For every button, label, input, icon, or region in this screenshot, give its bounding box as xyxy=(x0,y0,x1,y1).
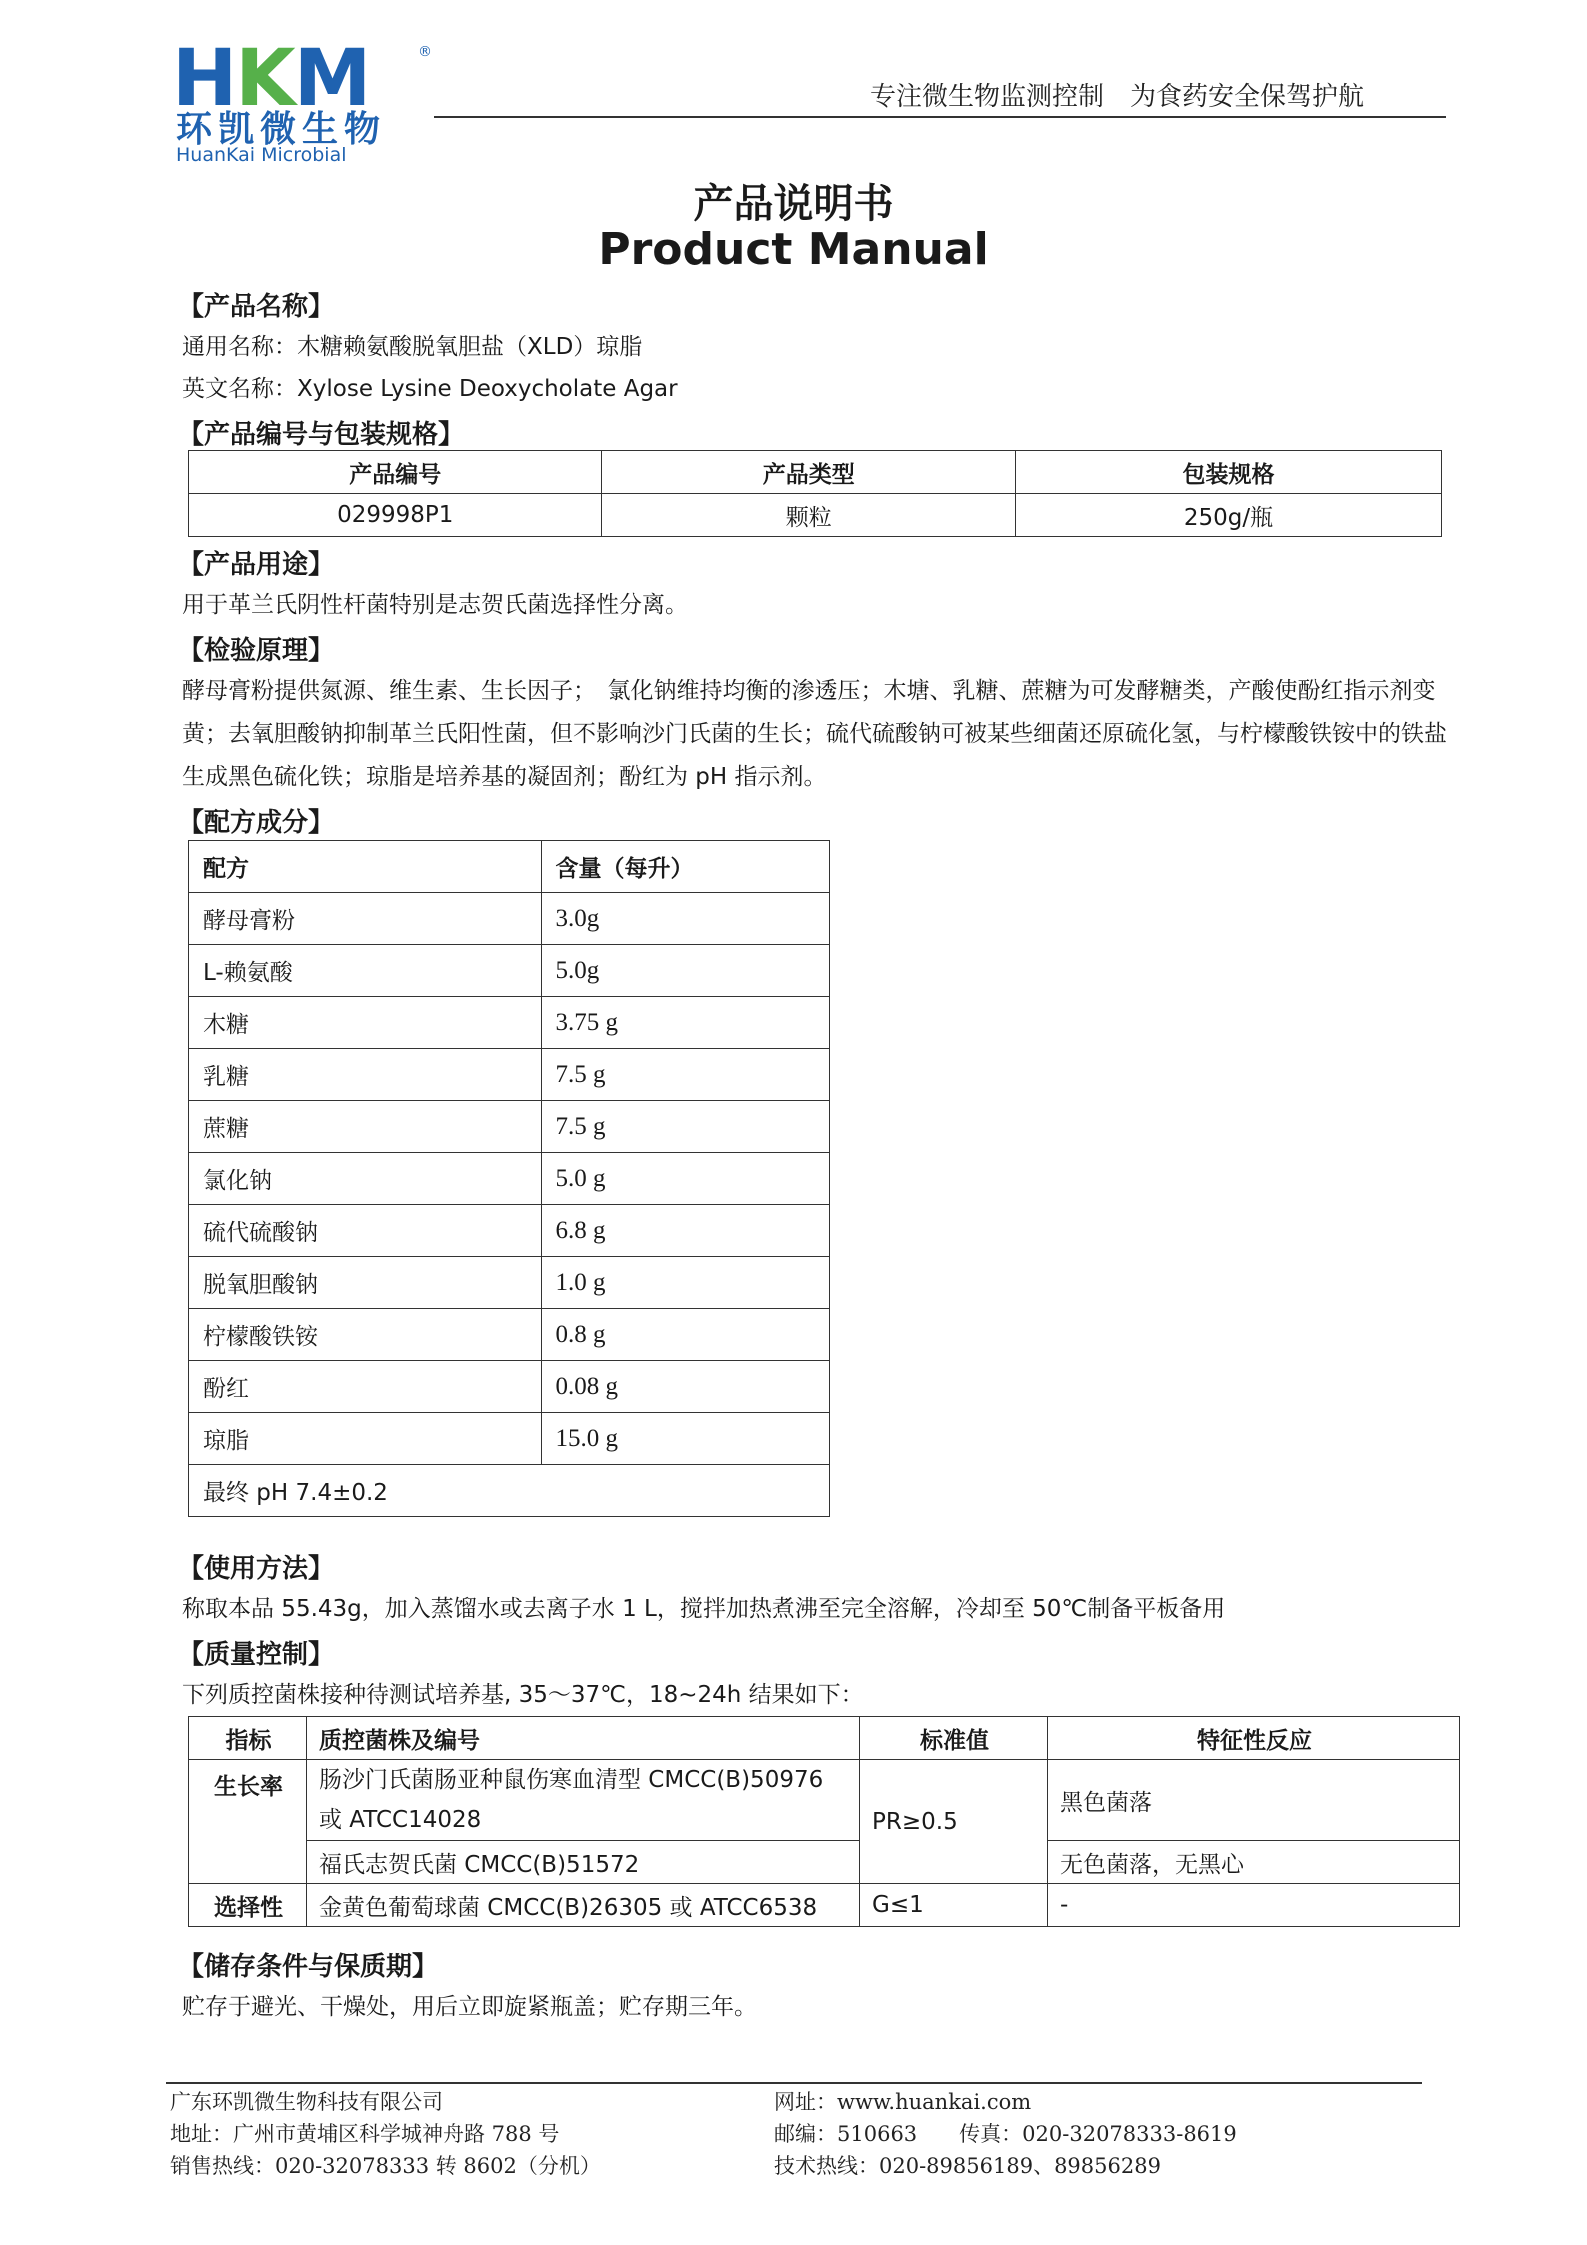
section-method: 【使用方法】 xyxy=(178,1554,335,1584)
table-row xyxy=(189,893,830,945)
amount: 0.8 g xyxy=(541,1309,829,1361)
logo-mark xyxy=(172,34,370,124)
qc-reaction-3: - xyxy=(1048,1884,1460,1927)
footer-sales: 销售热线：020-32078333 转 8602（分机） xyxy=(170,2154,601,2178)
qc-reaction-1: 黑色菌落 xyxy=(1048,1760,1460,1841)
section-formula: 【配方成分】 xyxy=(178,808,335,838)
principle-text: 酵母膏粉提供氮源、维生素、生长因子； 氯化钠维持均衡的渗透压；木塘、乳糖、蔗糖为可发酵糖类，产酸使酚红指示剂变黄；去氧胆酸钠抑制革兰氏阳性菌，但不影响沙门氏菌的生长；硫代硫酸钠可被某些细菌还原硫化氢，与柠檬酸铁铵中的铁盐生成黑色硫化铁；琼脂是培养基的凝固剂；酚红为 pH 指示剂。 xyxy=(182,678,1447,790)
qc-strain-1-line2: 或 ATCC14028 xyxy=(319,1807,482,1833)
table-row xyxy=(189,1205,830,1257)
qc-select-label: 选择性 xyxy=(189,1884,307,1927)
section-code-packaging: 【产品编号与包装规格】 xyxy=(178,420,465,450)
footer-company: 广东环凯微生物科技有限公司 xyxy=(170,2090,443,2114)
ingredient: 柠檬酸铁铵 xyxy=(189,1309,542,1361)
ingredient: 乳糖 xyxy=(189,1049,542,1101)
header-divider xyxy=(434,116,1446,118)
table-row xyxy=(189,1257,830,1309)
section-storage: 【储存条件与保质期】 xyxy=(178,1952,439,1982)
ingredient: L-赖氨酸 xyxy=(189,945,542,997)
page-title-en: Product Manual xyxy=(598,224,989,275)
table-row xyxy=(189,1101,830,1153)
section-product-name: 【产品名称】 xyxy=(178,292,335,322)
amount: 6.8 g xyxy=(541,1205,829,1257)
logo-letter-h: H xyxy=(172,34,236,124)
logo-letter-k: K xyxy=(235,34,294,124)
footer-zip-fax: 邮编：510663 传真：020-32078333-8619 xyxy=(774,2122,1237,2146)
amount: 15.0 g xyxy=(541,1413,829,1465)
storage-text: 贮存于避光、干燥处，用后立即旋紧瓶盖；贮存期三年。 xyxy=(182,1994,757,2020)
ingredient: 硫代硫酸钠 xyxy=(189,1205,542,1257)
formula-header-ingredient: 配方 xyxy=(189,841,542,893)
logo-english-name: HuanKai Microbial xyxy=(176,144,347,166)
ingredient: 氯化钠 xyxy=(189,1153,542,1205)
table-row xyxy=(189,1049,830,1101)
footer-right xyxy=(774,2086,1237,2182)
logo-letter-m: M xyxy=(293,34,370,124)
qc-header-index: 指标 xyxy=(189,1717,307,1760)
section-qc: 【质量控制】 xyxy=(178,1640,335,1670)
footer-divider xyxy=(166,2082,1422,2084)
final-ph: 最终 pH 7.4±0.2 xyxy=(189,1465,830,1517)
ingredient: 酚红 xyxy=(189,1361,542,1413)
spec-table xyxy=(188,450,1442,537)
use-text: 用于革兰氏阴性杆菌特别是志贺氏菌选择性分离。 xyxy=(182,592,688,618)
english-name: 英文名称：Xylose Lysine Deoxycholate Agar xyxy=(182,376,678,402)
table-row xyxy=(189,1413,830,1465)
spec-package: 250g/瓶 xyxy=(1015,494,1441,537)
qc-intro: 下列质控菌株接种待测试培养基, 35～37℃，18~24h 结果如下： xyxy=(182,1682,864,1708)
amount: 1.0 g xyxy=(541,1257,829,1309)
qc-header-standard: 标准值 xyxy=(860,1717,1048,1760)
table-row xyxy=(189,1153,830,1205)
qc-growth-label: 生长率 xyxy=(189,1760,307,1884)
amount: 3.0g xyxy=(541,893,829,945)
table-row xyxy=(189,1361,830,1413)
header-slogan: 专注微生物监测控制 为食药安全保驾护航 xyxy=(870,82,1365,112)
registered-mark: ® xyxy=(418,44,432,60)
amount: 0.08 g xyxy=(541,1361,829,1413)
table-row xyxy=(189,945,830,997)
method-text: 称取本品 55.43g，加入蒸馏水或去离子水 1 L，搅拌加热煮沸至完全溶解，冷却至 50℃制备平板备用 xyxy=(182,1596,1226,1622)
qc-header-strain: 质控菌株及编号 xyxy=(307,1717,860,1760)
spec-type: 颗粒 xyxy=(602,494,1015,537)
amount: 5.0g xyxy=(541,945,829,997)
table-row xyxy=(189,997,830,1049)
formula-table xyxy=(188,840,830,1517)
section-principle: 【检验原理】 xyxy=(178,636,335,666)
qc-strain-1 xyxy=(307,1760,860,1841)
footer-address: 地址：广州市黄埔区科学城神舟路 788 号 xyxy=(170,2122,560,2146)
spec-header-package: 包装规格 xyxy=(1015,451,1441,494)
amount: 7.5 g xyxy=(541,1101,829,1153)
qc-growth-standard: PR≥0.5 xyxy=(860,1760,1048,1884)
ingredient: 蔗糖 xyxy=(189,1101,542,1153)
qc-strain-2: 福氏志贺氏菌 CMCC(B)51572 xyxy=(307,1841,860,1884)
qc-select-standard: G≤1 xyxy=(860,1884,1048,1927)
spec-header-code: 产品编号 xyxy=(189,451,602,494)
qc-table xyxy=(188,1716,1460,1927)
common-name: 通用名称：木糖赖氨酸脱氧胆盐（XLD）琼脂 xyxy=(182,334,643,360)
table-row xyxy=(189,1309,830,1361)
logo-chinese-name: 环凯微生物 xyxy=(176,109,387,150)
spec-header-type: 产品类型 xyxy=(602,451,1015,494)
qc-reaction-2: 无色菌落，无黑心 xyxy=(1048,1841,1460,1884)
section-use: 【产品用途】 xyxy=(178,550,335,580)
ingredient: 木糖 xyxy=(189,997,542,1049)
footer-left xyxy=(170,2086,601,2182)
qc-strain-1-line1: 肠沙门氏菌肠亚种鼠伤寒血清型 CMCC(B)50976 xyxy=(319,1767,824,1793)
qc-strain-3: 金黄色葡萄球菌 CMCC(B)26305 或 ATCC6538 xyxy=(307,1884,860,1927)
footer-website: 网址：www.huankai.com xyxy=(774,2090,1032,2114)
ingredient: 脱氧胆酸钠 xyxy=(189,1257,542,1309)
page-title-cn: 产品说明书 xyxy=(693,181,894,227)
formula-header-amount: 含量（每升） xyxy=(541,841,829,893)
amount: 7.5 g xyxy=(541,1049,829,1101)
amount: 5.0 g xyxy=(541,1153,829,1205)
amount: 3.75 g xyxy=(541,997,829,1049)
footer-tech: 技术热线：020-89856189、89856289 xyxy=(774,2154,1161,2178)
spec-code: 029998P1 xyxy=(189,494,602,537)
ingredient: 琼脂 xyxy=(189,1413,542,1465)
qc-header-reaction: 特征性反应 xyxy=(1048,1717,1460,1760)
ingredient: 酵母膏粉 xyxy=(189,893,542,945)
